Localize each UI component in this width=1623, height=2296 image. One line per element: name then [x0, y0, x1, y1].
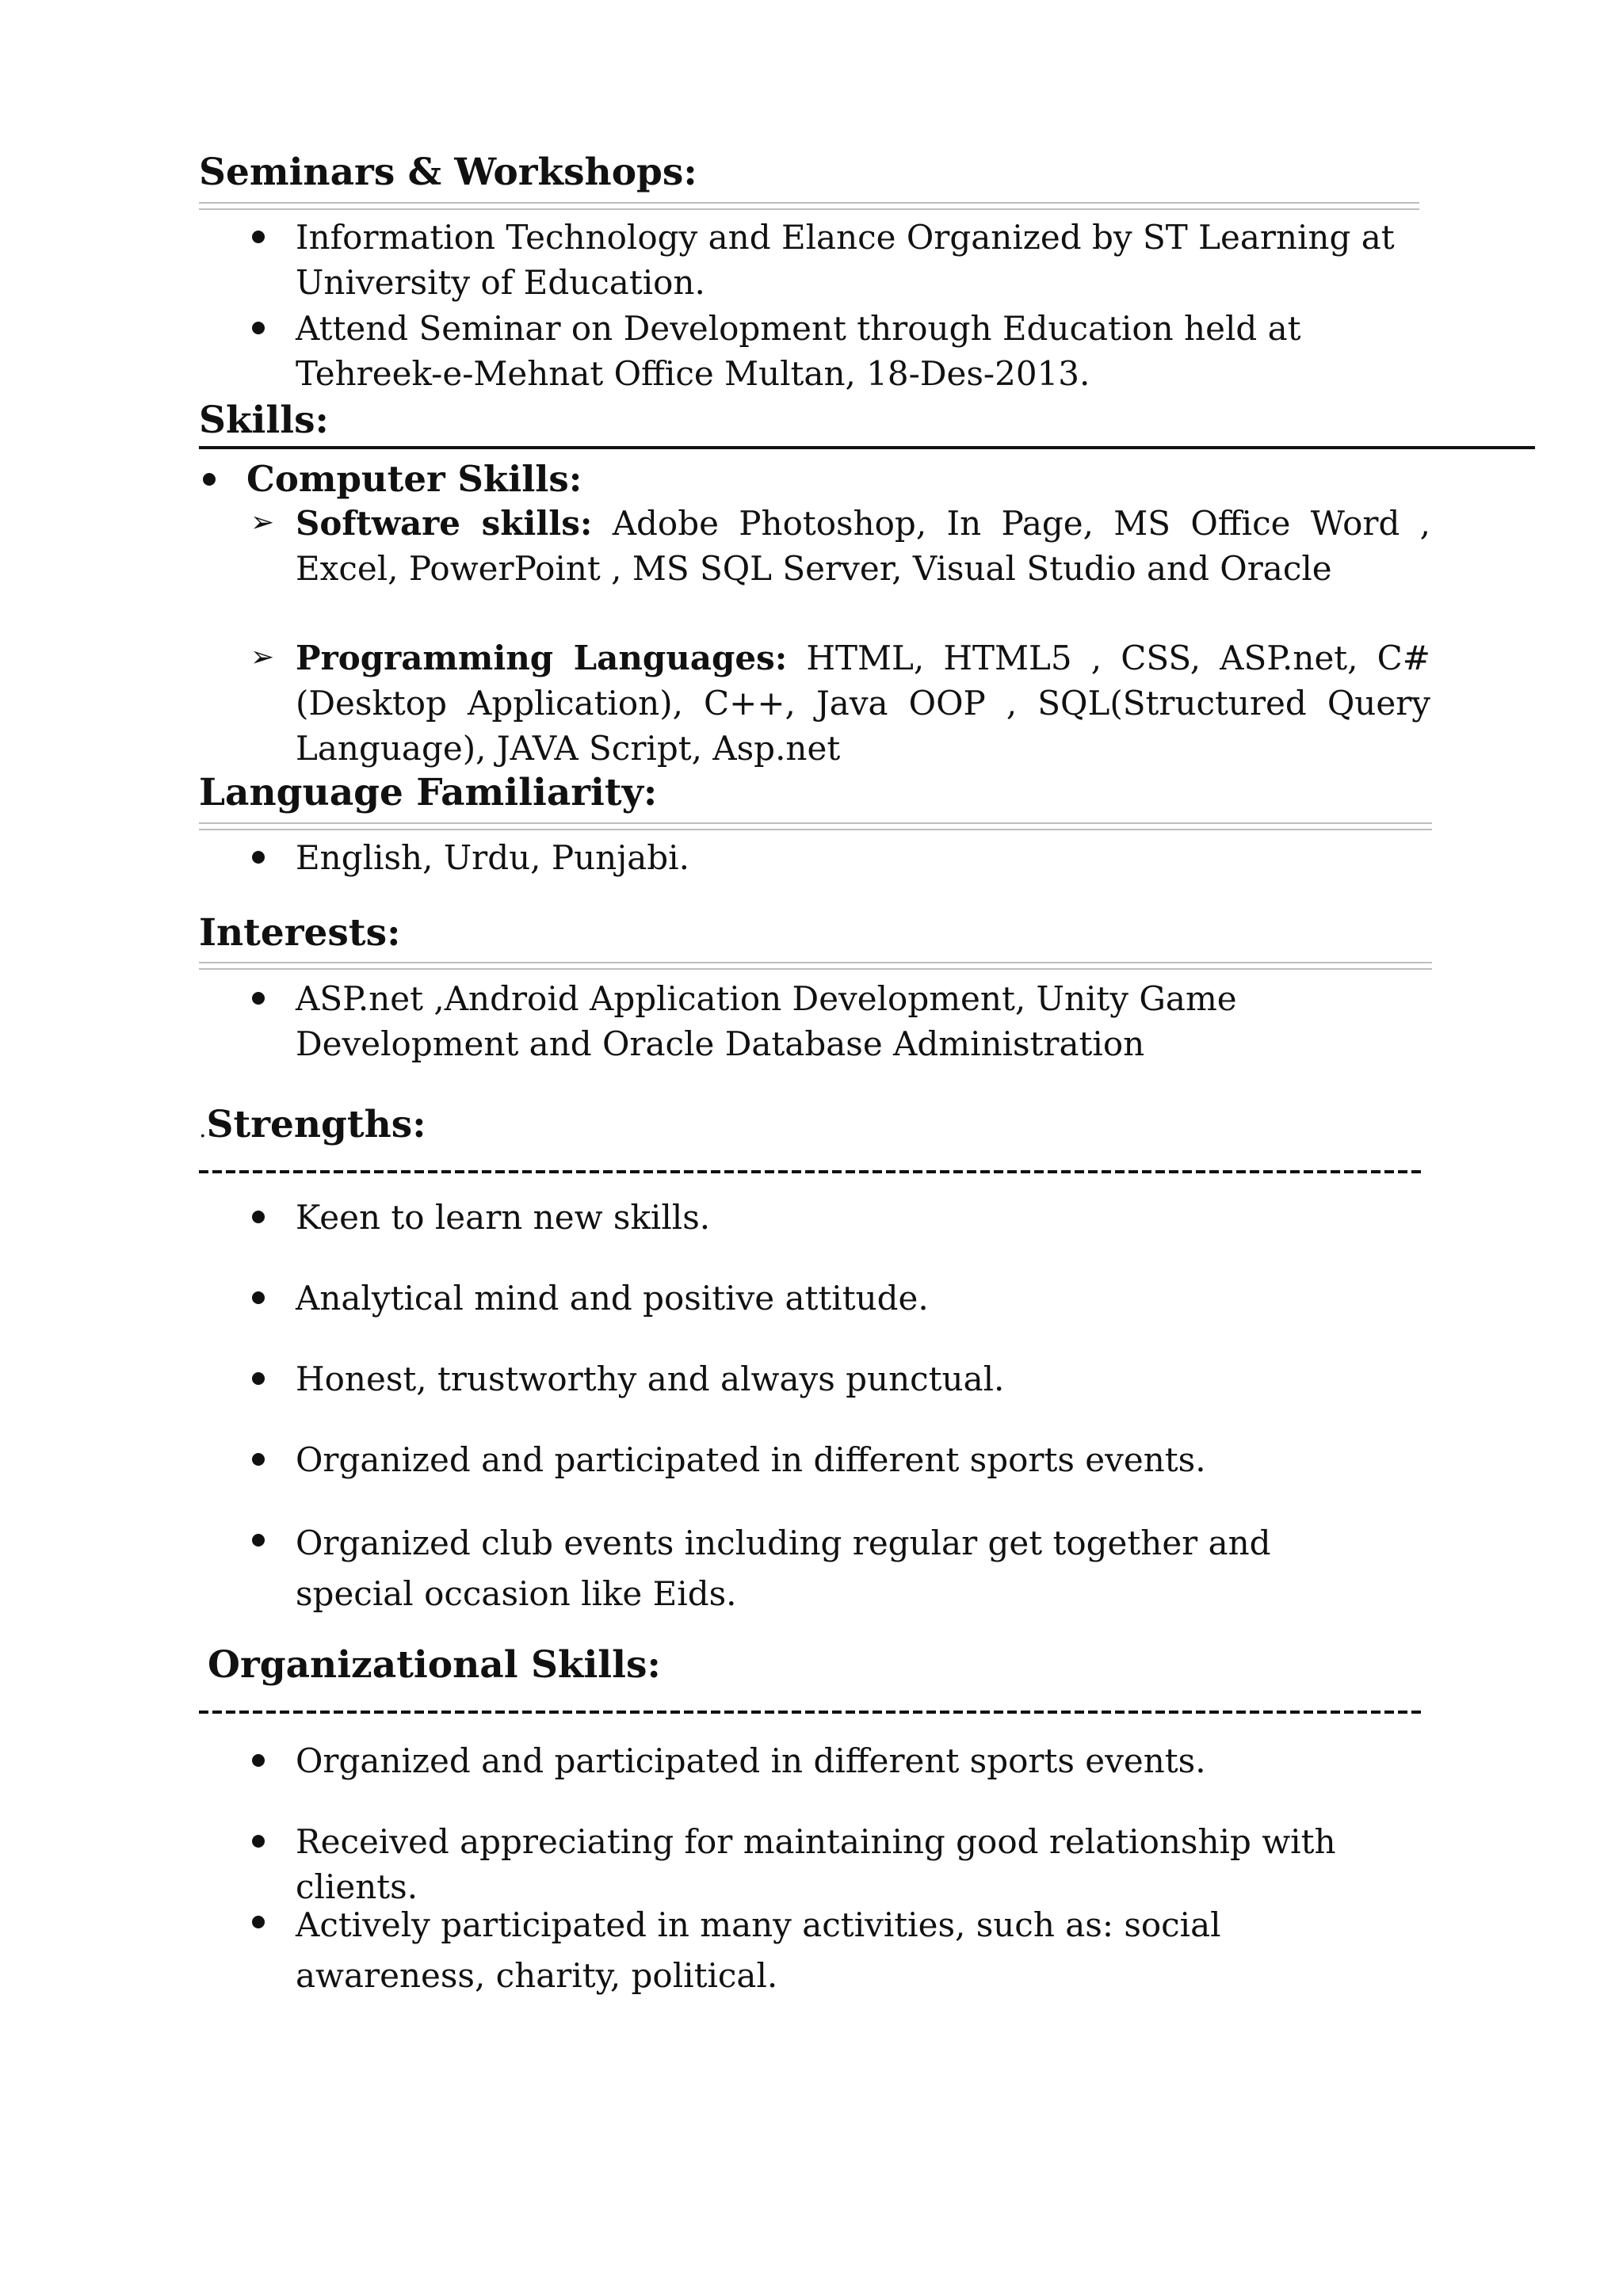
strengths-heading-text: Strengths: — [206, 1103, 426, 1146]
organizational-divider — [199, 1711, 1421, 1714]
software-skills-label: Software skills: — [296, 504, 593, 543]
computer-skills-label: Computer Skills: — [246, 458, 582, 500]
seminars-divider — [199, 202, 1419, 210]
organizational-heading: Organizational Skills: — [208, 1643, 661, 1687]
bullet-icon — [252, 992, 265, 1005]
bullet-icon — [252, 1534, 265, 1547]
bullet-icon — [252, 1754, 265, 1767]
bullet-icon — [252, 231, 265, 243]
strengths-item: Organized club events including regular get together and special occasion like Eids. — [296, 1524, 1271, 1613]
seminar-item: Attend Seminar on Development through Education held at Tehreek-e-Mehnat Office Multan, 18-Des-2013. — [296, 309, 1301, 393]
skills-heading: Skills: — [199, 399, 329, 442]
bullet-icon — [252, 1291, 265, 1304]
bullet-icon — [203, 473, 216, 486]
software-skills-text: Adobe Photoshop, In Page, MS Office Word , Excel, PowerPoint , MS SQL Server, Visual Studio and Oracle — [296, 504, 1430, 588]
bullet-icon — [252, 851, 265, 864]
strengths-divider — [199, 1170, 1423, 1173]
strengths-item: Honest, trustworthy and always punctual. — [296, 1360, 1005, 1398]
strengths-item: Organized and participated in different sports events. — [296, 1440, 1206, 1479]
language-heading: Language Familiarity: — [199, 771, 658, 814]
strengths-item: Analytical mind and positive attitude. — [296, 1279, 929, 1318]
organizational-item: Organized and participated in different sports events. — [296, 1741, 1206, 1780]
bullet-icon — [252, 1453, 265, 1466]
strengths-item: Keen to learn new skills. — [296, 1198, 711, 1237]
bullet-icon — [252, 1835, 265, 1848]
arrow-bullet-icon: ➢ — [250, 506, 275, 539]
seminar-item: Information Technology and Elance Organized by ST Learning at University of Education. — [296, 218, 1395, 302]
seminars-heading: Seminars & Workshops: — [199, 151, 697, 194]
programming-languages-text: HTML, HTML5 , CSS, ASP.net, C# (Desktop Application), C++, Java OOP , SQL(Structured Query Language), JAVA Script, Asp.net — [296, 639, 1430, 768]
strengths-heading-prefix: . — [199, 1116, 207, 1143]
bullet-icon — [252, 1372, 265, 1385]
bullet-icon — [252, 1916, 265, 1928]
interests-heading: Interests: — [199, 911, 401, 955]
interests-item: ASP.net ,Android Application Development, Unity Game Development and Oracle Database Administration — [296, 979, 1237, 1063]
programming-languages — [296, 635, 1430, 771]
interests-divider — [199, 962, 1432, 970]
organizational-item: Received appreciating for maintaining good relationship with clients. — [296, 1822, 1336, 1906]
programming-languages-label: Programming Languages: — [296, 639, 788, 677]
bullet-icon — [252, 1211, 265, 1223]
skills-divider — [199, 446, 1535, 449]
organizational-item: Actively participated in many activities, such as: social awareness, charity, political. — [296, 1905, 1221, 1995]
software-skills — [296, 501, 1430, 591]
language-item: English, Urdu, Punjabi. — [296, 838, 689, 877]
language-divider — [199, 822, 1432, 830]
arrow-bullet-icon: ➢ — [250, 641, 275, 673]
bullet-icon — [252, 322, 265, 334]
strengths-heading — [199, 1103, 426, 1152]
